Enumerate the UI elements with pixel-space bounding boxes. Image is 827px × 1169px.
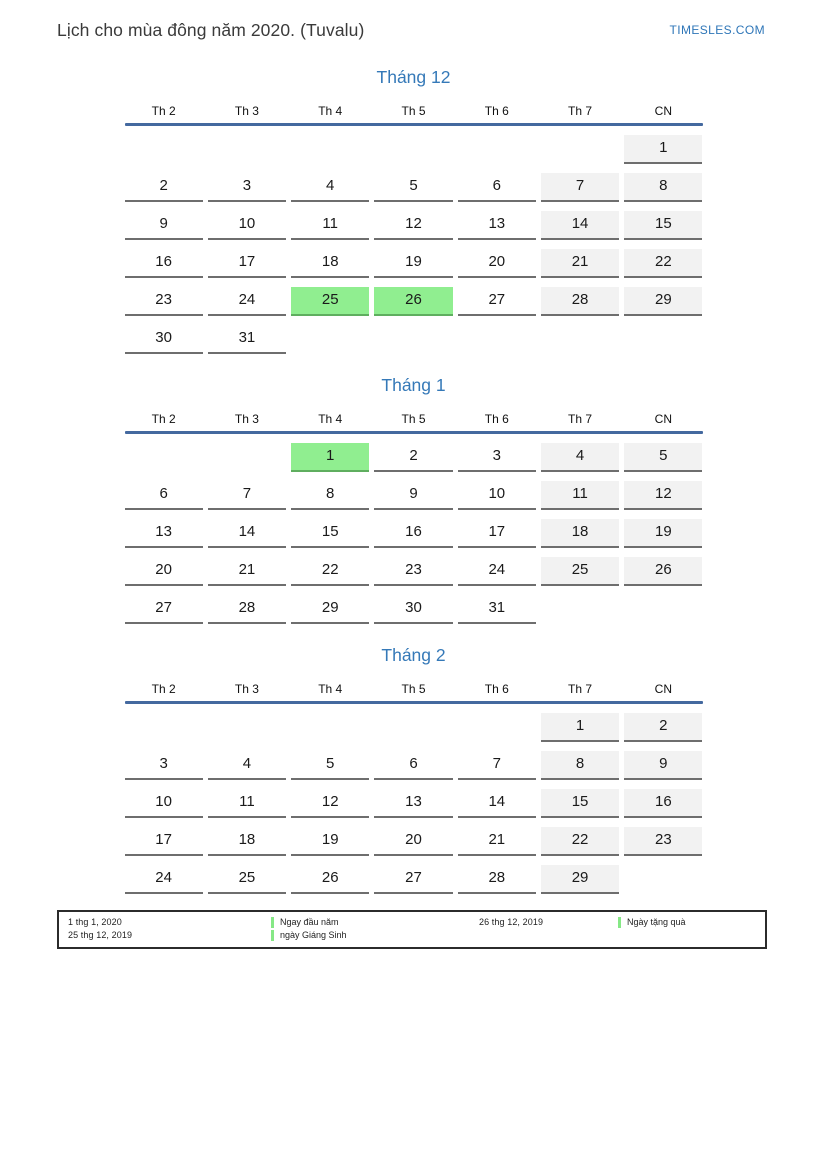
holiday-marker-icon [271, 917, 274, 928]
weekend-day-cell: 9 [624, 751, 702, 780]
legend-entry [618, 916, 765, 929]
empty-cell [208, 135, 286, 164]
legend-entry [271, 929, 479, 942]
day-cell: 27 [125, 595, 203, 624]
weekday-label: Th 4 [318, 104, 343, 118]
legend-label: Ngay đầu năm [280, 917, 339, 927]
day-cell: 21 [458, 827, 536, 856]
empty-cell [374, 135, 452, 164]
empty-cell [291, 713, 369, 742]
weekday-label: Th 7 [568, 682, 593, 696]
day-cell: 25 [208, 865, 286, 894]
weekend-day-cell: 22 [624, 249, 702, 278]
day-cell: 24 [458, 557, 536, 586]
day-cell: 8 [291, 481, 369, 510]
weekend-day-cell: 1 [624, 135, 702, 164]
day-cell: 21 [208, 557, 286, 586]
week-row [125, 481, 703, 510]
day-cell: 28 [208, 595, 286, 624]
day-cell: 19 [374, 249, 452, 278]
day-cell: 24 [208, 287, 286, 316]
week-row [125, 713, 703, 742]
empty-cell [374, 713, 452, 742]
day-cell: 24 [125, 865, 203, 894]
weekend-day-cell: 29 [541, 865, 619, 894]
weekend-day-cell: 15 [541, 789, 619, 818]
day-cell: 27 [458, 287, 536, 316]
weekend-day-cell: 1 [541, 713, 619, 742]
weekend-day-cell: 29 [624, 287, 702, 316]
weekend-day-cell: 14 [541, 211, 619, 240]
empty-cell [458, 135, 536, 164]
weekday-label: Th 6 [484, 104, 509, 118]
calendar [125, 67, 703, 894]
header-rule [125, 431, 703, 434]
weekday-label: Th 6 [484, 412, 509, 426]
weekend-day-cell: 7 [541, 173, 619, 202]
day-cell: 12 [374, 211, 452, 240]
day-cell: 17 [458, 519, 536, 548]
weekday-label: Th 5 [401, 412, 426, 426]
weekend-day-cell: 12 [624, 481, 702, 510]
week-row [125, 865, 703, 894]
day-cell: 9 [125, 211, 203, 240]
header-rule [125, 701, 703, 704]
weekday-label: Th 5 [401, 682, 426, 696]
weekday-label: Th 3 [234, 682, 259, 696]
month-2 [125, 375, 703, 624]
weekday-label: CN [654, 104, 673, 118]
week-row [125, 211, 703, 240]
month-title: Tháng 1 [381, 375, 446, 395]
weekday-label: Th 2 [151, 682, 176, 696]
holiday-marker-icon [271, 930, 274, 941]
weekend-day-cell: 16 [624, 789, 702, 818]
weekday-label: Th 6 [484, 682, 509, 696]
weekend-day-cell: 26 [624, 557, 702, 586]
day-cell: 10 [125, 789, 203, 818]
day-cell: 18 [208, 827, 286, 856]
week-row [125, 789, 703, 818]
weekend-day-cell: 22 [541, 827, 619, 856]
day-cell: 17 [125, 827, 203, 856]
weekend-day-cell: 8 [541, 751, 619, 780]
week-row [125, 519, 703, 548]
day-cell: 22 [291, 557, 369, 586]
day-cell: 23 [374, 557, 452, 586]
legend-date: 26 thg 12, 2019 [479, 917, 544, 927]
weekday-header-row [125, 412, 703, 427]
weekday-label: Th 3 [234, 104, 259, 118]
week-row [125, 249, 703, 278]
weekday-label: Th 7 [568, 104, 593, 118]
weekday-label: Th 4 [318, 682, 343, 696]
day-cell: 13 [125, 519, 203, 548]
month-title: Tháng 12 [376, 67, 451, 87]
empty-cell [458, 325, 536, 354]
day-cell: 16 [125, 249, 203, 278]
weekend-day-cell: 21 [541, 249, 619, 278]
weekday-label: CN [654, 412, 673, 426]
week-row [125, 595, 703, 624]
weekday-label: Th 7 [568, 412, 593, 426]
day-cell: 14 [458, 789, 536, 818]
day-cell: 17 [208, 249, 286, 278]
day-cell: 6 [125, 481, 203, 510]
page-title: Lịch cho mùa đông năm 2020. (Tuvalu) [57, 20, 365, 40]
empty-cell [208, 443, 286, 472]
day-cell: 5 [291, 751, 369, 780]
weekday-label: CN [654, 682, 673, 696]
day-cell: 13 [458, 211, 536, 240]
day-cell: 6 [374, 751, 452, 780]
empty-cell [374, 325, 452, 354]
header-rule [125, 123, 703, 126]
weekday-label: Th 2 [151, 412, 176, 426]
holiday-day-cell: 25 [291, 287, 369, 316]
day-cell: 5 [374, 173, 452, 202]
day-cell: 19 [291, 827, 369, 856]
day-cell: 11 [208, 789, 286, 818]
week-row [125, 287, 703, 316]
holiday-marker-icon [618, 917, 621, 928]
weekday-label: Th 3 [234, 412, 259, 426]
day-cell: 15 [291, 519, 369, 548]
day-cell: 18 [291, 249, 369, 278]
weekend-day-cell: 8 [624, 173, 702, 202]
weekday-label: Th 5 [401, 104, 426, 118]
weekend-day-cell: 2 [624, 713, 702, 742]
day-cell: 23 [125, 287, 203, 316]
month-title: Tháng 2 [381, 645, 446, 665]
week-row [125, 751, 703, 780]
day-cell: 20 [125, 557, 203, 586]
day-cell: 10 [208, 211, 286, 240]
legend-label: ngày Giáng Sinh [280, 930, 347, 940]
legend-row [68, 916, 765, 929]
week-row [125, 827, 703, 856]
day-cell: 3 [458, 443, 536, 472]
page-header [0, 0, 827, 41]
weekday-label: Th 2 [151, 104, 176, 118]
month-1 [125, 67, 703, 354]
day-cell: 3 [208, 173, 286, 202]
day-cell: 31 [458, 595, 536, 624]
empty-cell [541, 325, 619, 354]
weekend-day-cell: 23 [624, 827, 702, 856]
holiday-day-cell: 1 [291, 443, 369, 472]
day-cell: 30 [374, 595, 452, 624]
weekday-header-row [125, 104, 703, 119]
day-cell: 9 [374, 481, 452, 510]
day-cell: 14 [208, 519, 286, 548]
weekend-day-cell: 4 [541, 443, 619, 472]
empty-cell [291, 135, 369, 164]
day-cell: 6 [458, 173, 536, 202]
weekend-day-cell: 11 [541, 481, 619, 510]
day-cell: 20 [374, 827, 452, 856]
empty-cell [125, 713, 203, 742]
empty-cell [291, 325, 369, 354]
weekend-day-cell: 19 [624, 519, 702, 548]
day-cell: 2 [374, 443, 452, 472]
empty-cell [125, 135, 203, 164]
week-row [125, 443, 703, 472]
month-3 [125, 645, 703, 894]
empty-cell [208, 713, 286, 742]
day-cell: 27 [374, 865, 452, 894]
day-cell: 31 [208, 325, 286, 354]
day-cell: 26 [291, 865, 369, 894]
empty-cell [458, 713, 536, 742]
empty-cell [541, 135, 619, 164]
weekday-label: Th 4 [318, 412, 343, 426]
day-cell: 30 [125, 325, 203, 354]
day-cell: 12 [291, 789, 369, 818]
day-cell: 2 [125, 173, 203, 202]
weekend-day-cell: 15 [624, 211, 702, 240]
week-row [125, 325, 703, 354]
day-cell: 13 [374, 789, 452, 818]
empty-cell [541, 595, 619, 624]
day-cell: 10 [458, 481, 536, 510]
legend-box [57, 910, 767, 949]
day-cell: 7 [208, 481, 286, 510]
day-cell: 29 [291, 595, 369, 624]
weekend-day-cell: 18 [541, 519, 619, 548]
day-cell: 7 [458, 751, 536, 780]
weekend-day-cell: 25 [541, 557, 619, 586]
brand-link[interactable]: TIMESLES.COM [669, 23, 765, 37]
day-cell: 11 [291, 211, 369, 240]
holiday-day-cell: 26 [374, 287, 452, 316]
day-cell: 16 [374, 519, 452, 548]
legend-entry [271, 916, 479, 929]
empty-cell [624, 325, 702, 354]
week-row [125, 557, 703, 586]
legend-label: Ngày tặng quà [627, 917, 686, 927]
week-row [125, 173, 703, 202]
day-cell: 28 [458, 865, 536, 894]
legend-date: 1 thg 1, 2020 [68, 917, 122, 927]
empty-cell [624, 865, 702, 894]
day-cell: 20 [458, 249, 536, 278]
empty-cell [125, 443, 203, 472]
legend-row [68, 929, 765, 942]
day-cell: 4 [291, 173, 369, 202]
day-cell: 3 [125, 751, 203, 780]
legend-date: 25 thg 12, 2019 [68, 930, 133, 940]
day-cell: 4 [208, 751, 286, 780]
weekday-header-row [125, 682, 703, 697]
weekend-day-cell: 5 [624, 443, 702, 472]
week-row [125, 135, 703, 164]
weekend-day-cell: 28 [541, 287, 619, 316]
empty-cell [624, 595, 702, 624]
